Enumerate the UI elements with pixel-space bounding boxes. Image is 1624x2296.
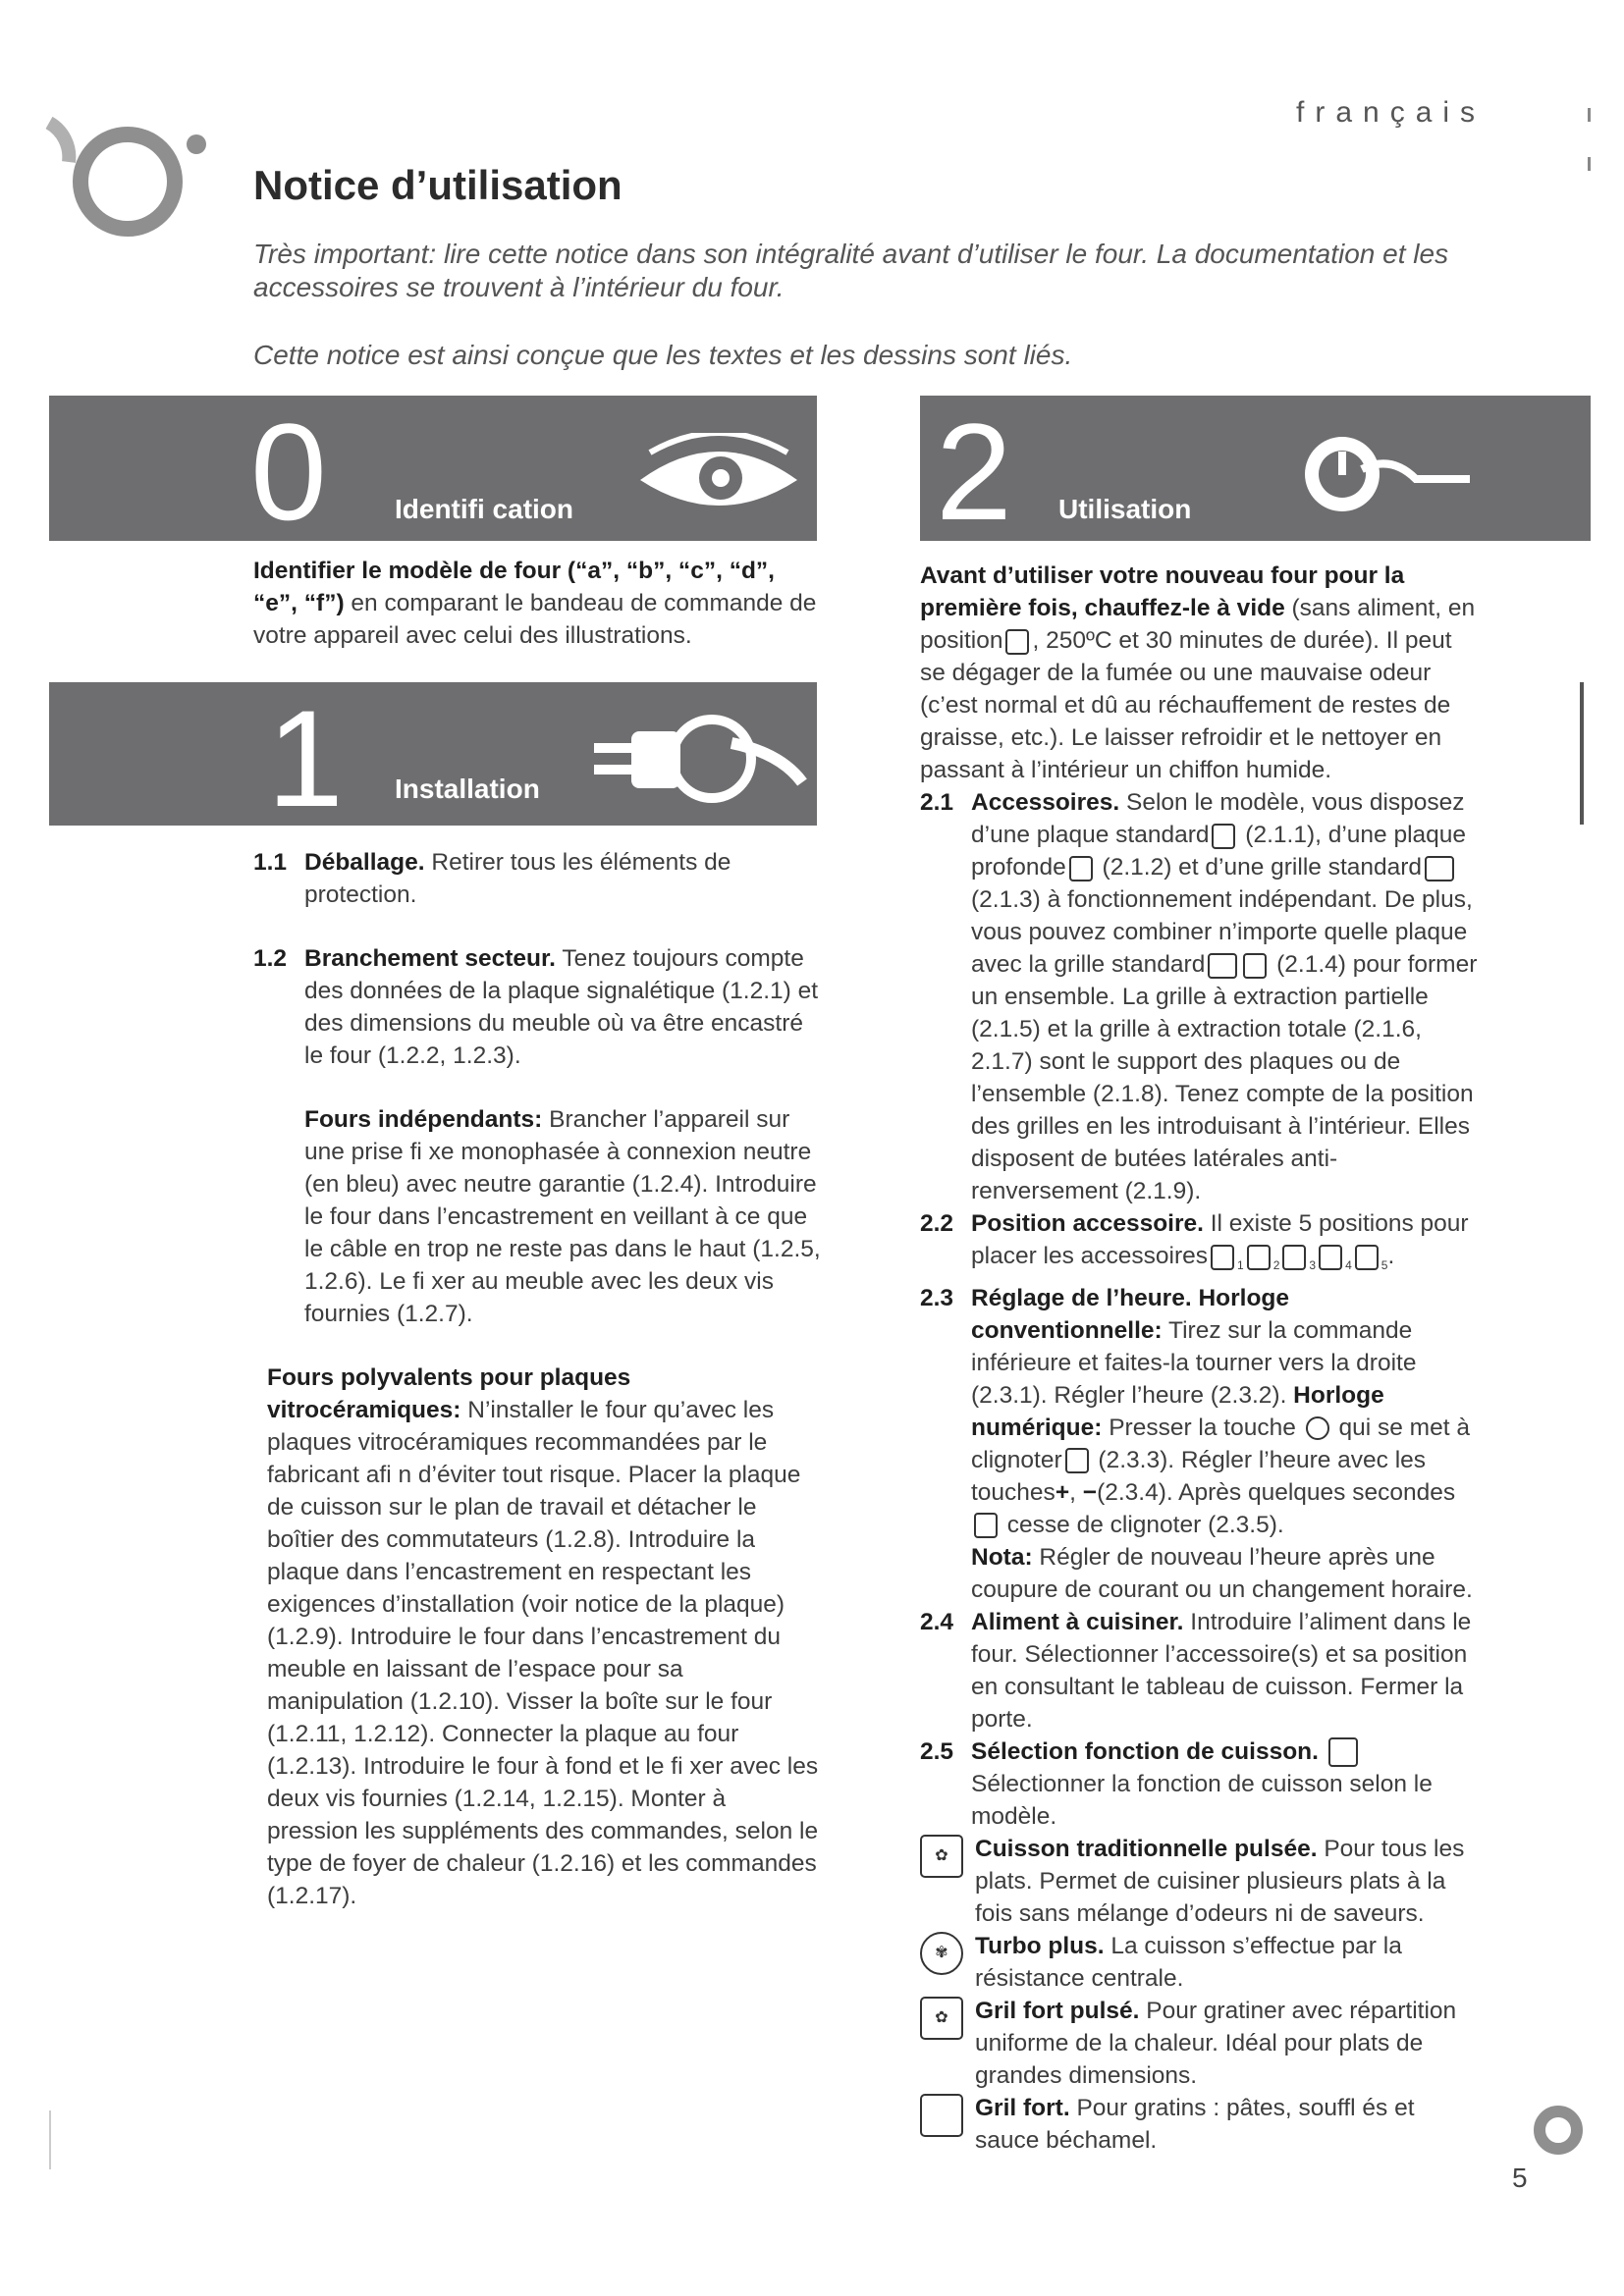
function-fan-grill: ✿ Gril fort pulsé. Pour gratiner avec répartition uniforme de la chaleur. Idéal pour plats de grandes dimensions. (920, 1995, 1480, 2092)
deep-tray-icon (1069, 856, 1093, 881)
clock-display-icon (1065, 1448, 1089, 1473)
position-1-icon (1211, 1245, 1234, 1270)
function-selector-icon (1328, 1737, 1358, 1767)
item-2-5: 2.5 Sélection fonction de cuisson. Sélectionner la fonction de cuisson selon le modèle. (920, 1737, 1433, 1830)
position-3-icon (1282, 1245, 1306, 1270)
fours-polyvalents: Fours polyvalents pour plaques vitrocéramiques: N’installer le four qu’avec les plaques vitrocéramiques recommandées par le fabricant afi n d’éviter tout risque. Placer la plaque de cuisson sur le plan de travail et détacher le boîtier des commutateurs (1.2.8). Introduire la plaque dans l’encastrement en respectant les exigences d’installation (voir notice de la plaque) (1.2.9). Introduire le four dans l’encastrement du meuble en laissant de l’espace pour sa manipulation (1.2.10). Visser la boîte sur le four (1.2.11, 1.2.12). Connecter la plaque au four (1.2.13). Introduire le four à fond et le fi xer avec les deux vis fournies (1.2.14, 1.2.15). Monter à pression les suppléments des commandes, selon le type de foyer de chaleur (1.2.16) et les commandes (1.2.17). (267, 1364, 819, 1909)
item-2-3: 2.3 Réglage de l’heure. Horloge conventionnelle: Tirez sur la commande inférieure et faites-la tourner vers la droite (2.3.1). Régler l’heure (2.3.2). Horloge numérique: Presser la touche qui se met à clignoter (2.3.3). Régler l’heure avec les touches+, −(2.3.4). Après quelques secondes cesse de clignoter (2.3.5). (920, 1284, 1470, 1538)
section-number: 0 (250, 396, 327, 541)
installation-column (253, 846, 823, 1912)
oven-mode-icon (1005, 629, 1029, 655)
function-turbo-plus: ✾ Turbo plus. La cuisson s’effectue par la résistance centrale. (920, 1930, 1480, 1995)
grill-rack-icon (1425, 856, 1454, 881)
language-label: français (1296, 96, 1487, 129)
section-banner-utilisation (920, 396, 1591, 541)
margin-tick (1588, 157, 1591, 171)
margin-rule (1580, 682, 1584, 825)
position-4-icon (1319, 1245, 1342, 1270)
fan-grill-icon: ✿ (920, 1997, 963, 2040)
section-label: Installation (395, 774, 540, 804)
grill-rack-icon (1208, 953, 1237, 979)
fours-independants: Fours indépendants: Brancher l’appareil sur une prise fi xe monophasée à connexion neutre (en bleu) avec neutre garantie (1.2.4). Introduire le four dans l’encastrement en veillant à ce que le câble en trop ne reste pas dans le haut (1.2.5, 1.2.6). Le fi xer au meuble avec les deux vis fournies (1.2.7). (304, 1106, 821, 1327)
utilisation-column (920, 560, 1480, 2157)
section-banner-installation (49, 682, 817, 826)
finger-button-icon (1283, 420, 1480, 528)
section-banner-identification (49, 396, 817, 541)
brand-logo-icon (39, 103, 236, 240)
section-label: Identifi cation (395, 494, 573, 524)
tray-icon (1243, 953, 1267, 979)
position-5-icon (1355, 1245, 1379, 1270)
section-number: 1 (267, 682, 344, 826)
function-strong-grill: Gril fort. Pour gratins : pâtes, souffl és et sauce béchamel. (920, 2092, 1480, 2157)
clock-display-icon (974, 1513, 998, 1538)
identification-text: Identifier le modèle de four (“a”, “b”, “c”, “d”, “e”, “f”) en comparant le bandeau de commande de votre appareil avec celui des illustrations. (253, 558, 817, 649)
item-1-2: 1.2 Branchement secteur. Tenez toujours compte des données de la plaque signalétique (1.2.1) et des dimensions du meuble où va être encastré le four (1.2.2, 1.2.3). (253, 945, 819, 1069)
item-2-2: 2.2 Position accessoire. Il existe 5 positions pour placer les accessoires $_1$ $_2$ $_3$ $_4$ $_5$. (920, 1210, 1469, 1272)
first-use-paragraph: Avant d’utiliser votre nouveau four pour la première fois, chauffez-le à vide (sans aliment, en position , 250ºC et 30 minutes de durée). Il peut se dégager de la fumée ou une mauvaise odeur (c’est normal et dû au réchauffement de restes de graisse, etc.). Le laisser refroidir et le nettoyer en passant à l’intérieur un chiffon humide. (920, 562, 1476, 783)
margin-rule (49, 2110, 51, 2169)
page-number: 5 (1512, 2163, 1528, 2193)
eye-icon (630, 433, 807, 521)
turbo-fan-icon: ✾ (920, 1932, 963, 1975)
page-title: Notice d’utilisation (253, 162, 623, 208)
position-2-icon (1247, 1245, 1271, 1270)
nota: Nota: Régler de nouveau l’heure après une coupure de courant ou un changement horaire. (971, 1543, 1473, 1603)
section-label: Utilisation (1058, 494, 1192, 524)
corner-circle-icon (1532, 2104, 1585, 2157)
clock-icon (1306, 1416, 1329, 1440)
intro-note: Cette notice est ainsi conçue que les textes et les dessins sont liés. (253, 340, 1073, 370)
grill-icon (920, 2094, 963, 2137)
fan-icon: ✿ (920, 1835, 963, 1878)
standard-tray-icon (1212, 824, 1235, 849)
item-2-4: 2.4 Aliment à cuisiner. Introduire l’aliment dans le four. Sélectionner l’accessoire(s) et sa position en consultant le tableau de cuisson. Fermer la porte. (920, 1608, 1472, 1733)
item-2-1: 2.1 Accessoires. Selon le modèle, vous disposez d’une plaque standard (2.1.1), d’une plaque profonde (2.1.2) et d’une grille standard (2.1.3) à fonctionnement indépendant. De plus, vous pouvez combiner n’importe quelle plaque avec la grille standard (2.1.4) pour former un ensemble. La grille à extraction partielle (2.1.5) et la grille à extraction totale (2.1.6, 2.1.7) sont le support des plaques ou de l’ensemble (2.1.8). Tenez compte de la position des grilles en les introduisant à l’intérieur. Elles disposent de butées latérales anti-renversement (2.1.9). (920, 789, 1478, 1204)
section-number: 2 (936, 396, 1012, 541)
plug-icon (584, 704, 810, 812)
item-1-1: 1.1 Déballage. Retirer tous les éléments de protection. (253, 849, 731, 908)
intro-warning: Très important: lire cette notice dans son intégralité avant d’utiliser le four. La documentation et les accessoires se trouvent à l’intérieur du four. (253, 239, 1449, 302)
function-fan-traditional: ✿ Cuisson traditionnelle pulsée. Pour tous les plats. Permet de cuisiner plusieurs plats à la fois sans mélange d’odeurs ni de saveurs. (920, 1833, 1480, 1930)
margin-tick (1588, 108, 1591, 122)
